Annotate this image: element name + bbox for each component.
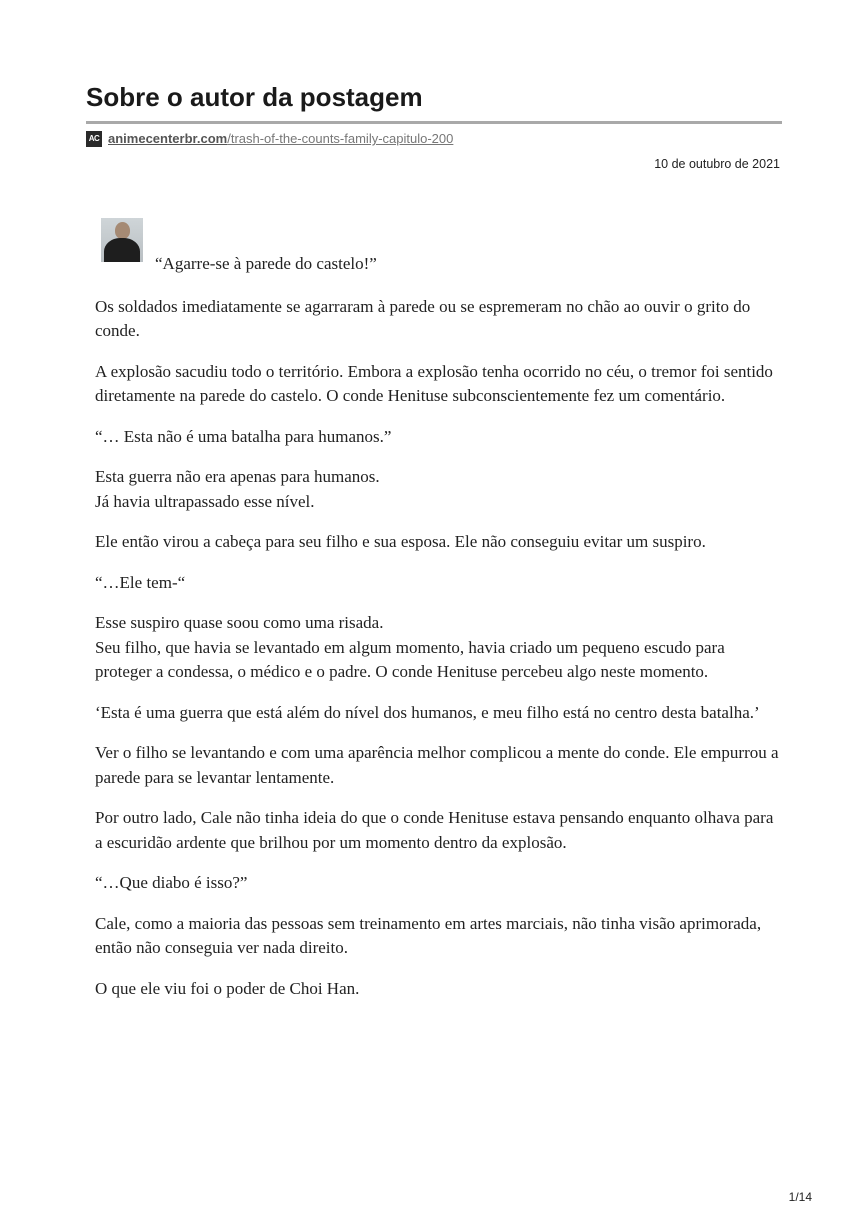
article-body — [95, 252, 785, 1017]
paragraph: A explosão sacudiu todo o território. Embora a explosão tenha ocorrido no céu, o tremor foi sentido diretamente na parede do castelo. O conde Henituse subconscientemente fez um comentário. — [95, 361, 773, 405]
paragraph: Os soldados imediatamente se agarraram à parede ou se espremeram no chão ao ouvir o grito do conde. — [95, 296, 751, 340]
paragraph: Ele então virou a cabeça para seu filho e sua esposa. Ele não conseguiu evitar um suspiro. — [95, 532, 706, 551]
paragraph — [95, 465, 785, 514]
paragraph-line: Esta guerra não era apenas para humanos. — [95, 467, 380, 486]
source-path[interactable]: /trash-of-the-counts-family-capitulo-200 — [227, 131, 454, 146]
paragraph-line: Esse suspiro quase soou como uma risada. — [95, 613, 384, 632]
source-domain[interactable]: animecenterbr.com — [108, 131, 228, 146]
paragraph: “Agarre-se à parede do castelo!” — [155, 254, 377, 273]
paragraph: O que ele viu foi o poder de Choi Han. — [95, 978, 360, 998]
paragraph: “…Que diabo é isso?” — [95, 873, 248, 892]
page-number: 1/14 — [788, 1190, 812, 1204]
paragraph: “… Esta não é uma batalha para humanos.” — [95, 426, 392, 446]
paragraph: Ver o filho se levantando e com uma aparência melhor complicou a mente do conde. Ele empurrou a parede para se levantar lentamente. — [95, 743, 779, 787]
avatar-head-shape — [115, 222, 130, 239]
paragraph: Por outro lado, Cale não tinha ideia do que o conde Henituse estava pensando enquanto olhava para a escuridão ardente que brilhou por um momento dentro da explosão. — [95, 808, 774, 852]
paragraph-line: Seu filho, que havia se levantado em algum momento, havia criado um pequeno escudo para proteger a condessa, o médico e o padre. O conde Henituse percebeu algo neste momento. — [95, 637, 725, 681]
paragraph: ‘Esta é uma guerra que está além do nível dos humanos, e meu filho está no centro desta batalha.’ — [95, 702, 760, 722]
page-title: Sobre o autor da postagem — [86, 82, 423, 112]
paragraph: “…Ele tem-“ — [95, 572, 186, 592]
site-favicon-icon: AC — [86, 131, 102, 147]
paragraph — [95, 611, 785, 685]
paragraph: Cale, como a maioria das pessoas sem treinamento em artes marciais, não tinha visão aprimorada, então não conseguia ver nada direito. — [95, 913, 762, 957]
post-date: 10 de outubro de 2021 — [654, 157, 780, 171]
title-divider — [86, 121, 782, 124]
paragraph-line: Já havia ultrapassado esse nível. — [95, 491, 315, 511]
source-link[interactable] — [86, 130, 453, 147]
